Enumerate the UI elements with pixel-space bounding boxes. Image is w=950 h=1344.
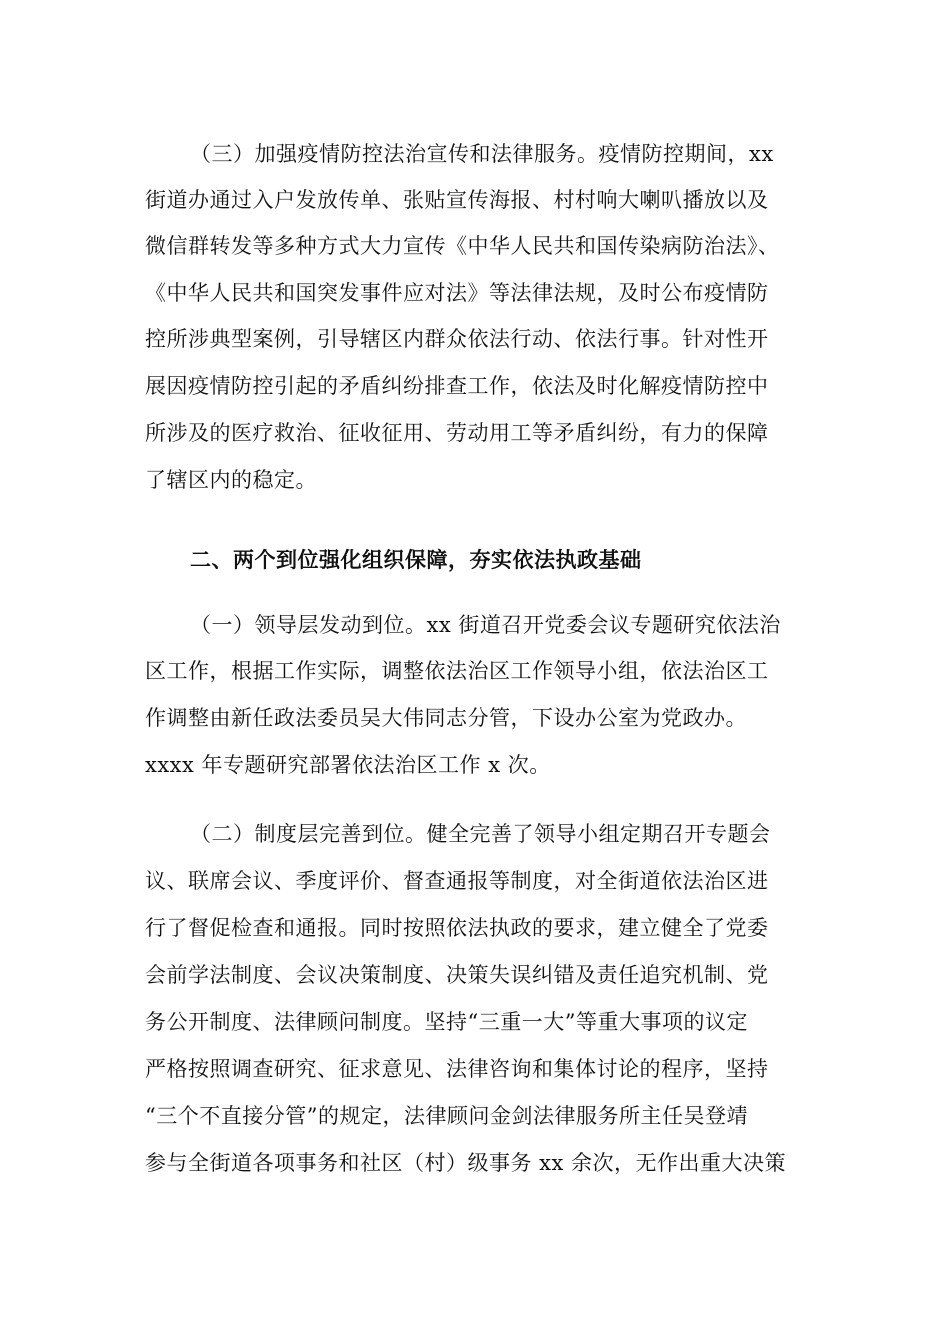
para2-line-8: 参与全街道各项事务和社区（村）级事务 xx 余次，无作出重大决策 <box>145 1151 787 1175</box>
para2-line-4: 会前学法制度、会议决策制度、决策失误纠错及责任追究机制、党 <box>145 963 769 987</box>
section3-line-6: 展因疫情防控引起的矛盾纠纷排查工作，依法及时化解疫情防控中 <box>145 374 769 398</box>
section3-line-1: （三）加强疫情防控法治宣传和法律服务。疫情防控期间，xx <box>190 142 774 166</box>
section3-line-2: 街道办通过入户发放传单、张贴宣传海报、村村响大喇叭播放以及 <box>145 188 769 212</box>
para2-line-7: “三个不直接分管”的规定，法律顾问金剑法律服务所主任吴登靖 <box>145 1104 748 1128</box>
section3-line-8: 了辖区内的稳定。 <box>145 468 317 492</box>
section-heading: 二、两个到位强化组织保障，夯实依法执政基础 <box>190 547 642 572</box>
para1-line-4: xxxx 年专题研究部署依法治区工作 x 次。 <box>145 753 551 777</box>
para2-line-6: 严格按照调查研究、征求意见、法律咨询和集体讨论的程序，坚持 <box>145 1057 769 1081</box>
para1-line-2: 区工作，根据工作实际，调整依法治区工作领导小组，依法治区工 <box>145 659 769 683</box>
para2-line-1: （二）制度层完善到位。健全完善了领导小组定期召开专题会 <box>190 822 771 846</box>
para2-line-5: 务公开制度、法律顾问制度。坚持“三重一大”等重大事项的议定 <box>145 1010 748 1034</box>
section3-line-3: 微信群转发等多种方式大力宣传《中华人民共和国传染病防治法》、 <box>145 234 780 258</box>
para1-line-1: （一）领导层发动到位。xx 街道召开党委会议专题研究依法治 <box>190 613 781 637</box>
section3-line-4: 《中华人民共和国突发事件应对法》等法律法规，及时公布疫情防 <box>145 281 769 305</box>
para2-line-2: 议、联席会议、季度评价、督查通报等制度，对全街道依法治区进 <box>145 869 769 893</box>
section3-line-5: 控所涉典型案例，引导辖区内群众依法行动、依法行事。针对性开 <box>145 327 769 351</box>
para2-line-3: 行了督促检查和通报。同时按照依法执政的要求，建立健全了党委 <box>145 916 769 940</box>
para1-line-3: 作调整由新任政法委员吴大伟同志分管，下设办公室为党政办。 <box>145 706 747 730</box>
section3-line-7: 所涉及的医疗救治、征收征用、劳动用工等矛盾纠纷，有力的保障 <box>145 421 769 445</box>
